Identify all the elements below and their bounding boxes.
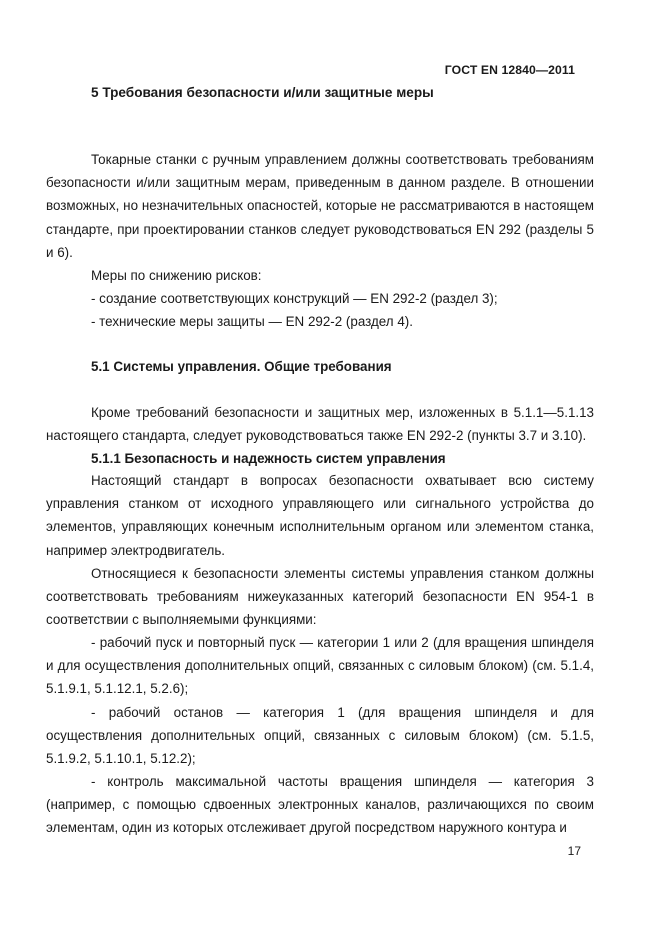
section-5-1-text: Кроме требований безопасности и защитных мер, изложенных в 5.1.1—5.1.13 настоящего стандарта, следует руководствоваться также EN 292-2 (пункты 3.7 и 3.10).: [46, 405, 594, 444]
page-number: 17: [567, 844, 581, 858]
section-5-1-1-para-2: Относящиеся к безопасности элементы системы управления станком должны соответствовать требованиям нижеуказанных категорий безопасности EN 954-1 в соответствии с выполняемыми функциями:: [46, 566, 594, 628]
measure-item-1: - создание соответствующих конструкций — EN 292-2 (раздел 3);: [91, 291, 498, 306]
function-item-1: - рабочий пуск и повторный пуск — категории 1 или 2 (для вращения шпинделя и для осуществления дополнительных опций, связанных с силовым блоком) (см. 5.1.4, 5.1.9.1, 5.1.12.1, 5.2.6);: [46, 635, 594, 697]
standard-code-header: ГОСТ EN 12840—2011: [444, 63, 575, 77]
measures-label: Меры по снижению рисков:: [91, 268, 262, 283]
function-item-2: - рабочий останов — категория 1 (для вращения шпинделя и для осуществления дополнительных опций, связанных с силовым блоком) (см. 5.1.5, 5.1.9.2, 5.1.10.1, 5.12.2);: [46, 705, 594, 767]
section-5-intro: Токарные станки с ручным управлением должны соответствовать требованиям безопасности и/или защитным мерам, приведенным в данном разделе. В отношении возможных, но незначительных опасностей, которые не рассматриваются в настоящем стандарте, при проектировании станков следует руководствоваться EN 292 (разделы 5 и 6).: [46, 152, 594, 260]
section-5-1-1-para-1: Настоящий стандарт в вопросах безопасности охватывает всю систему управления станком от исходного управляющего или сигнального устройства до элементов, управляющих конечным исполнительным органом или элементом станка, например электродвигатель.: [46, 473, 594, 558]
measure-item-2: - технические меры защиты — EN 292-2 (раздел 4).: [91, 314, 413, 329]
function-item-3: - контроль максимальной частоты вращения шпинделя — категория 3 (например, с помощью сдвоенных электронных каналов, различающихся по своим элементам, один из которых отслеживает другой посредством наружного контура и: [46, 774, 594, 836]
section-5-1-1-heading: 5.1.1 Безопасность и надежность систем управления: [91, 451, 446, 466]
section-5-heading: 5 Требования безопасности и/или защитные меры: [91, 85, 434, 100]
section-5-1-heading: 5.1 Системы управления. Общие требования: [91, 359, 392, 374]
